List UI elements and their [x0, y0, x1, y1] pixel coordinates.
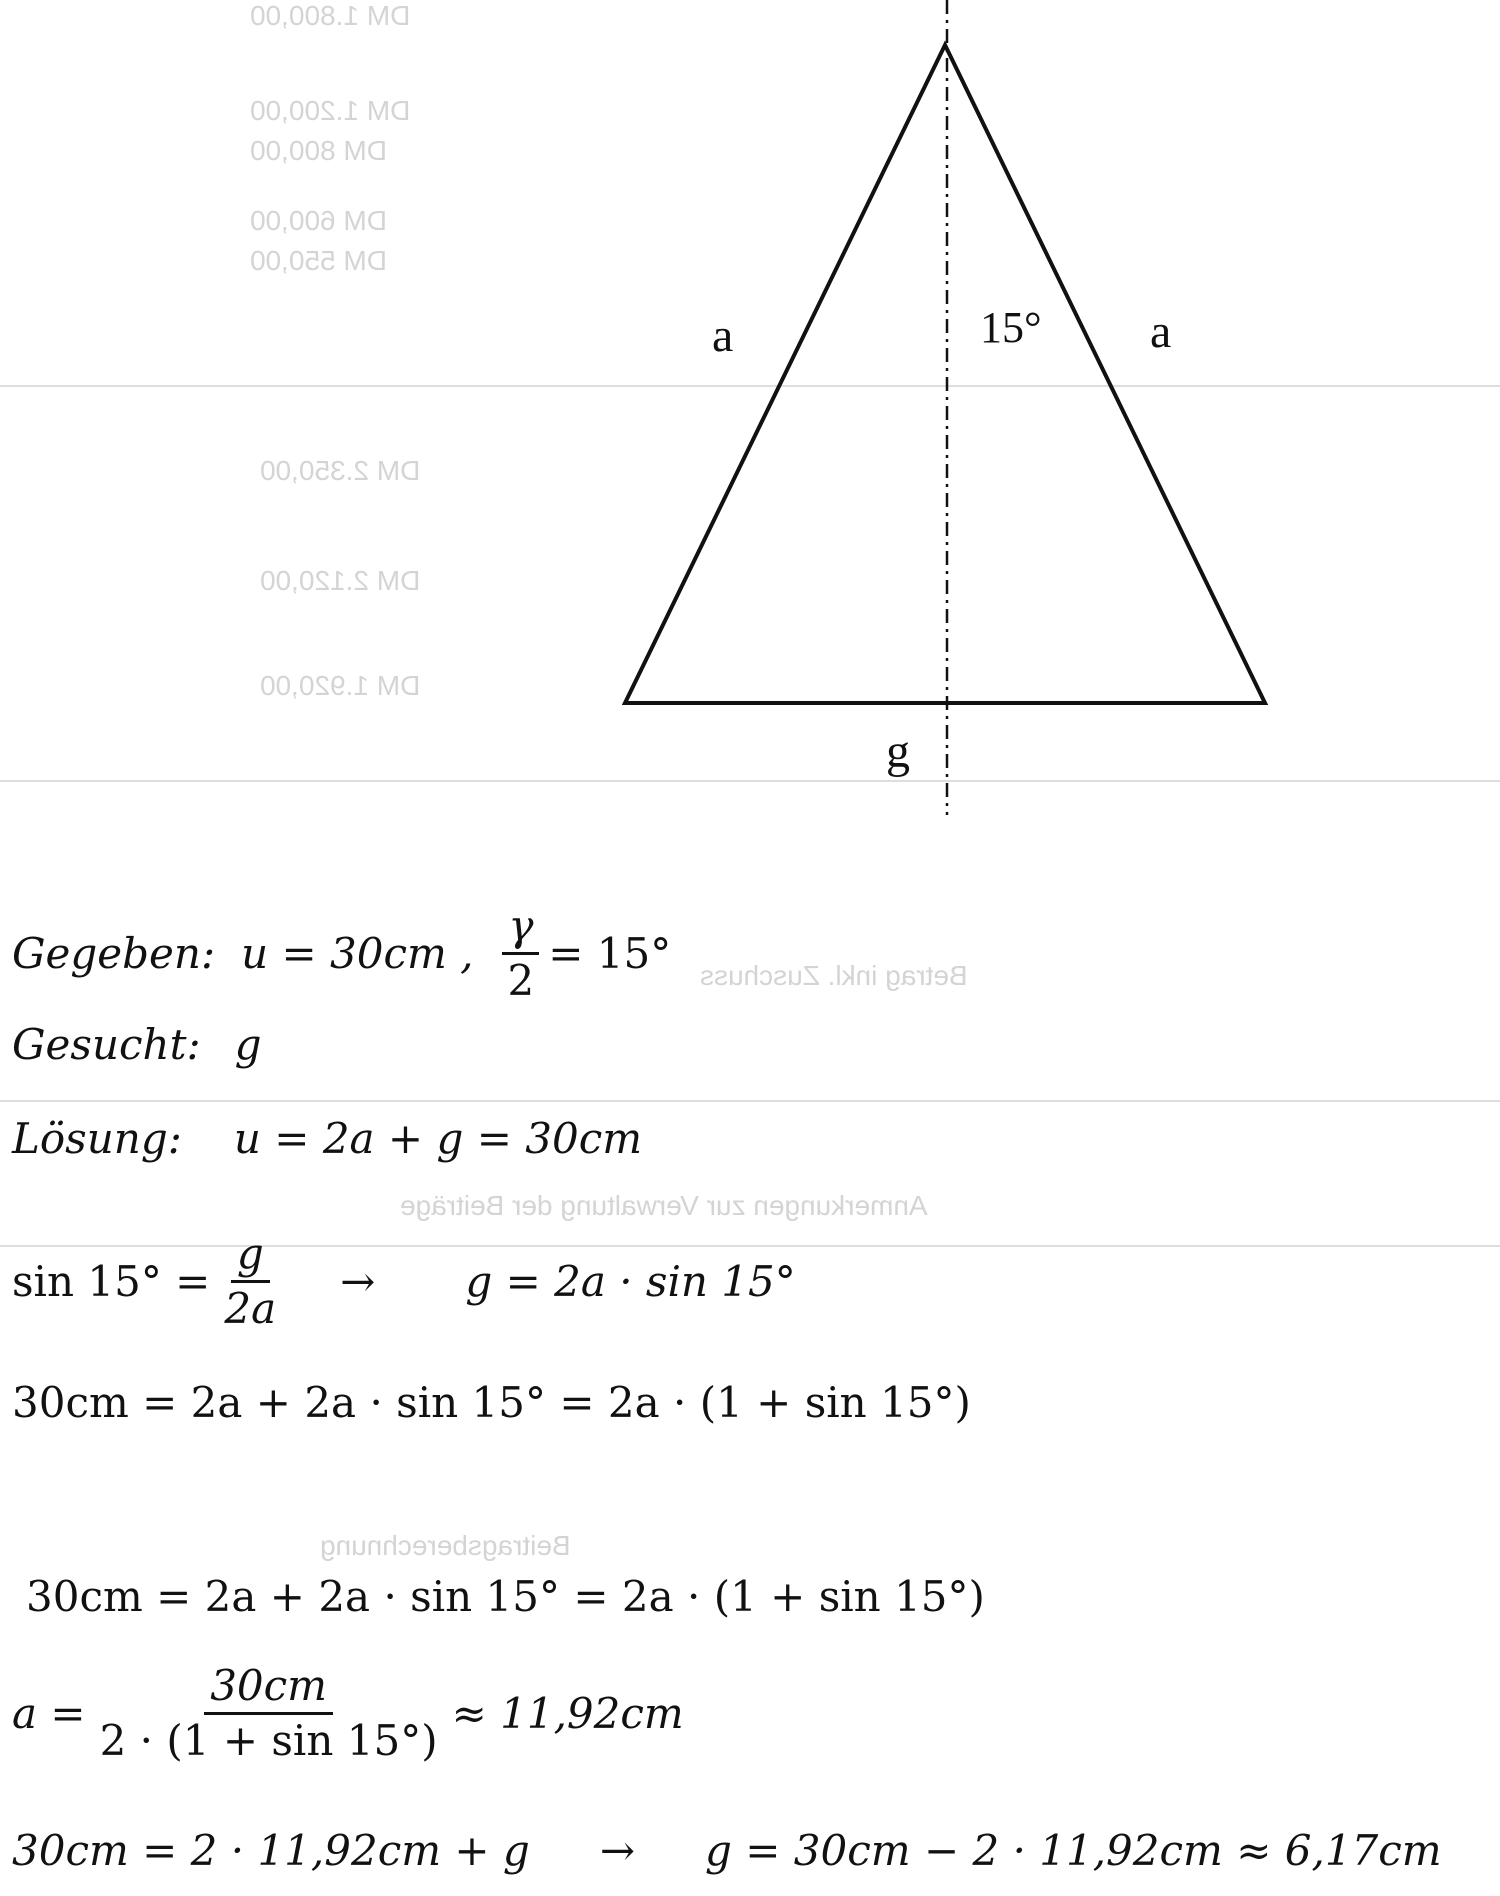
bleed-text: Anmerkungen zur Verwaltung der Beiträge: [400, 1190, 928, 1221]
fraction-numerator: g: [231, 1232, 270, 1283]
a-lhs: a =: [12, 1689, 86, 1739]
sought-value: g: [234, 1020, 262, 1069]
perimeter-equation-1: 30cm = 2a + 2a · sin 15° = 2a · (1 + sin 15°): [12, 1378, 971, 1427]
fraction-denominator: 2 · (1 + sin 15°): [99, 1716, 438, 1766]
final-rhs: g = 30cm − 2 · 11,92cm ≈ 6,17cm: [705, 1826, 1442, 1875]
fraction-numerator: γ: [502, 904, 539, 955]
given-perimeter: u = 30cm ,: [241, 929, 474, 979]
side-a-line: [12, 1661, 684, 1766]
sine-relation-line: [12, 1229, 796, 1334]
bleed-text: DM 2.350,00: [260, 455, 421, 486]
fraction-numerator: 30cm: [204, 1664, 333, 1715]
sought-label: Gesucht:: [12, 1020, 201, 1069]
fraction-denominator: 2a: [224, 1284, 277, 1334]
bleed-text: DM 550,00: [250, 245, 387, 276]
given-line: [12, 901, 672, 1006]
sought-line: [12, 1020, 262, 1069]
given-label: Gegeben:: [12, 929, 216, 979]
bleed-text: Beitragsberechnung: [320, 1530, 571, 1561]
base-label: g: [886, 725, 910, 778]
perimeter-equation-2: 30cm = 2a + 2a · sin 15° = 2a · (1 + sin 15°): [26, 1572, 985, 1621]
solution-expression: u = 2a + g = 30cm: [233, 1114, 643, 1163]
bleed-text: Betrag inkl. Zuschuss: [700, 960, 968, 991]
final-lhs: 30cm = 2 · 11,92cm + g: [12, 1826, 530, 1875]
side-label-left: a: [712, 309, 734, 362]
bleed-text: DM 1.920,00: [260, 670, 421, 701]
bleed-text: DM 1.800,00: [250, 0, 411, 31]
bleed-rule: [0, 1100, 1500, 1102]
bleed-text: DM 800,00: [250, 135, 387, 166]
implies-arrow: →: [340, 1257, 376, 1307]
bleed-text: DM 600,00: [250, 205, 387, 236]
sine-rhs: g = 2a · sin 15°: [465, 1257, 796, 1307]
angle-label: 15°: [980, 303, 1042, 352]
a-result: ≈ 11,92cm: [451, 1689, 684, 1739]
solution-label: Lösung:: [12, 1114, 182, 1163]
sine-fraction: [218, 1229, 282, 1334]
triangle-outline: [625, 45, 1265, 703]
a-fraction: [94, 1661, 444, 1766]
half-angle-fraction: [502, 901, 541, 1006]
isosceles-triangle-figure: [0, 0, 1500, 820]
final-result-line: [12, 1826, 1442, 1875]
given-angle-value: = 15°: [548, 929, 672, 979]
side-label-right: a: [1150, 305, 1172, 358]
bleed-text: DM 1.200,00: [250, 95, 411, 126]
implies-arrow: →: [599, 1826, 636, 1875]
triangle-drawing: [0, 0, 1500, 820]
sine-lhs: sin 15° =: [12, 1257, 211, 1307]
bleed-text: DM 2.120,00: [260, 565, 421, 596]
solution-line: [12, 1114, 642, 1163]
fraction-denominator: 2: [507, 956, 535, 1006]
